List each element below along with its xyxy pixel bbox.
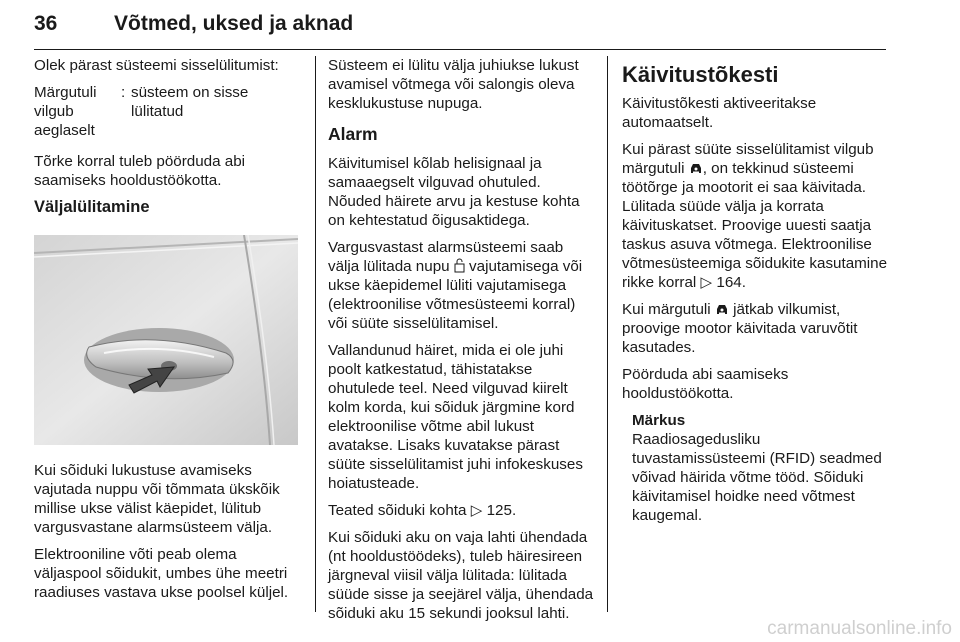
- page-ref-link[interactable]: 164: [716, 274, 742, 291]
- indicator-state: Märgutuli vilgub aeglaselt: [34, 84, 97, 139]
- paragraph-battery: Kui sõiduki aku on vaja lahti ühendada (nt hooldustöödeks), tuleb häiresireen järgneval viisil välja lülitada: lülitada süüde sisse ja seejärel välja, ühendada sõiduki aku 15 sekundi jooksul lahti.: [328, 529, 594, 622]
- paragraph-indicator-flashing: Kui pärast süüte sisselülitamist vilgub märgutuli , on tekkinud süsteemi töötõrge ja mootorit ei saa käivitada. Lülitada süüde välja ja korrata käivituskatset. Proovige uuesti saatja taskus asuva võtmega. Elektroonilise võtmesüsteemiga sõidukite kasutamine rikke korral ▷ 164.: [622, 141, 888, 291]
- watermark: carmanualsonline.info: [767, 618, 952, 639]
- immobiliser-car-key-icon: [689, 162, 703, 175]
- indicator-meaning: süsteem on sisse lülitatud: [131, 84, 249, 120]
- status-intro: Olek pärast süsteemi sisselülitumist:: [34, 57, 279, 74]
- column-divider-2: [607, 56, 608, 612]
- paragraph-service: Pöörduda abi saamiseks hooldustöökotta.: [622, 366, 789, 402]
- paragraph-fault: Tõrke korral tuleb pöörduda abi saamiseks hooldustöökotta.: [34, 153, 246, 189]
- door-handle-illustration: [34, 235, 298, 445]
- column-3: [622, 56, 892, 525]
- page-number: 36: [34, 12, 58, 35]
- note-text: Raadiosagedusliku tuvastamissüsteemi (RFID) seadmed võivad häirida võtme tööd. Sõiduki käivitamisel hoidke need võtmest kaugemal.: [632, 431, 882, 524]
- paragraph-key-range: Elektrooniline võti peab olema väljaspool sõidukit, umbes ühe meetri raadiuses vastava ukse poolsel küljel.: [34, 546, 289, 601]
- text-light-after: , on tekkinud süsteemi töötõrge ja mootorit ei saa käivitada. Lülitada süüde välja ja korrata käivituskatset. Proovige uuesti saatja taskus asuva võtmega. Elektroonilise võtmesüsteemiga sõidukite kasutamine rikke korral: [622, 160, 888, 291]
- paragraph-continue-flashing: [622, 300, 892, 357]
- note-box: [632, 411, 892, 525]
- heading-alarm: Alarm: [328, 124, 378, 144]
- text-messages: Teated sõiduki kohta: [328, 502, 471, 519]
- subheading-deactivation: Väljalülitamine: [34, 198, 150, 216]
- paragraph-switch-off: [328, 238, 594, 333]
- text-cont-after: jätkab vilkumist, proovige mootor käivitada varuvõtit kasutades.: [622, 301, 858, 356]
- column-2: [328, 56, 594, 631]
- paragraph-vehicle-messages: Teated sõiduki kohta ▷ 125.: [328, 502, 517, 519]
- page-ref-arrow-icon: ▷: [470, 502, 487, 519]
- text-switch-before: Vargusvastast alarmsüsteemi saab välja lülitada nupu: [328, 239, 564, 275]
- paragraph-interrupted-alarm: Vallandunud häiret, mida ei ole juhi poolt katkestatud, tähistatakse ohutulede teel. Need vilguvad kiirelt kolm korda, kui sõiduk järgmine kord elektroonilise võtme abil lukust avatakse. Lisaks kuvatakse pärast süüte sisselülitamist juhi infokeskuses hoiatusteade.: [328, 342, 583, 492]
- note-title: Märkus: [632, 412, 686, 429]
- paragraph-alarm: Käivitumisel kõlab helisignaal ja samaaegselt vilguvad ohutuled. Nõuded häirete arvu ja kestuse kohta on kehtestatud õigusaktidega.: [328, 155, 580, 229]
- paragraph-unlock: Kui sõiduki lukustuse avamiseks vajutada nuppu või tõmmata ükskõik millise ukse välist käepidet, lülitub vargusvastane alarmsüsteem välja.: [34, 462, 280, 536]
- page-ref-link[interactable]: 125: [486, 502, 512, 519]
- page-header: [34, 4, 886, 48]
- immobiliser-car-key-icon: [715, 303, 729, 316]
- paragraph-not-deactivated: Süsteem ei lülitu välja juhiukse lukust avamisel võtmega või salongis oleva kesklukustuse nupuga.: [328, 57, 579, 112]
- indicator-table: [34, 83, 302, 140]
- header-rule: [34, 49, 886, 50]
- heading-immobiliser: Käivitustõkesti: [622, 62, 779, 87]
- column-divider-1: [315, 56, 316, 612]
- page-ref-arrow-icon: ▷: [700, 274, 717, 291]
- paragraph-auto-activation: Käivitustõkesti aktiveeritakse automaatselt.: [622, 95, 817, 131]
- text-light-before: Kui pärast süüte sisselülitamist vilgub märgutuli: [622, 141, 874, 177]
- unlock-button-icon: [454, 258, 465, 273]
- text-switch-after: vajutamisega või ukse käepidemel lüliti vajutamisega (elektroonilise võtmesüsteemi korral) või süüte sisselülitamisel.: [328, 258, 583, 332]
- page-title: Võtmed, uksed ja aknad: [114, 12, 354, 35]
- column-1: [34, 56, 302, 610]
- indicator-separator: :: [121, 84, 126, 101]
- text-cont-before: Kui märgutuli: [622, 301, 715, 318]
